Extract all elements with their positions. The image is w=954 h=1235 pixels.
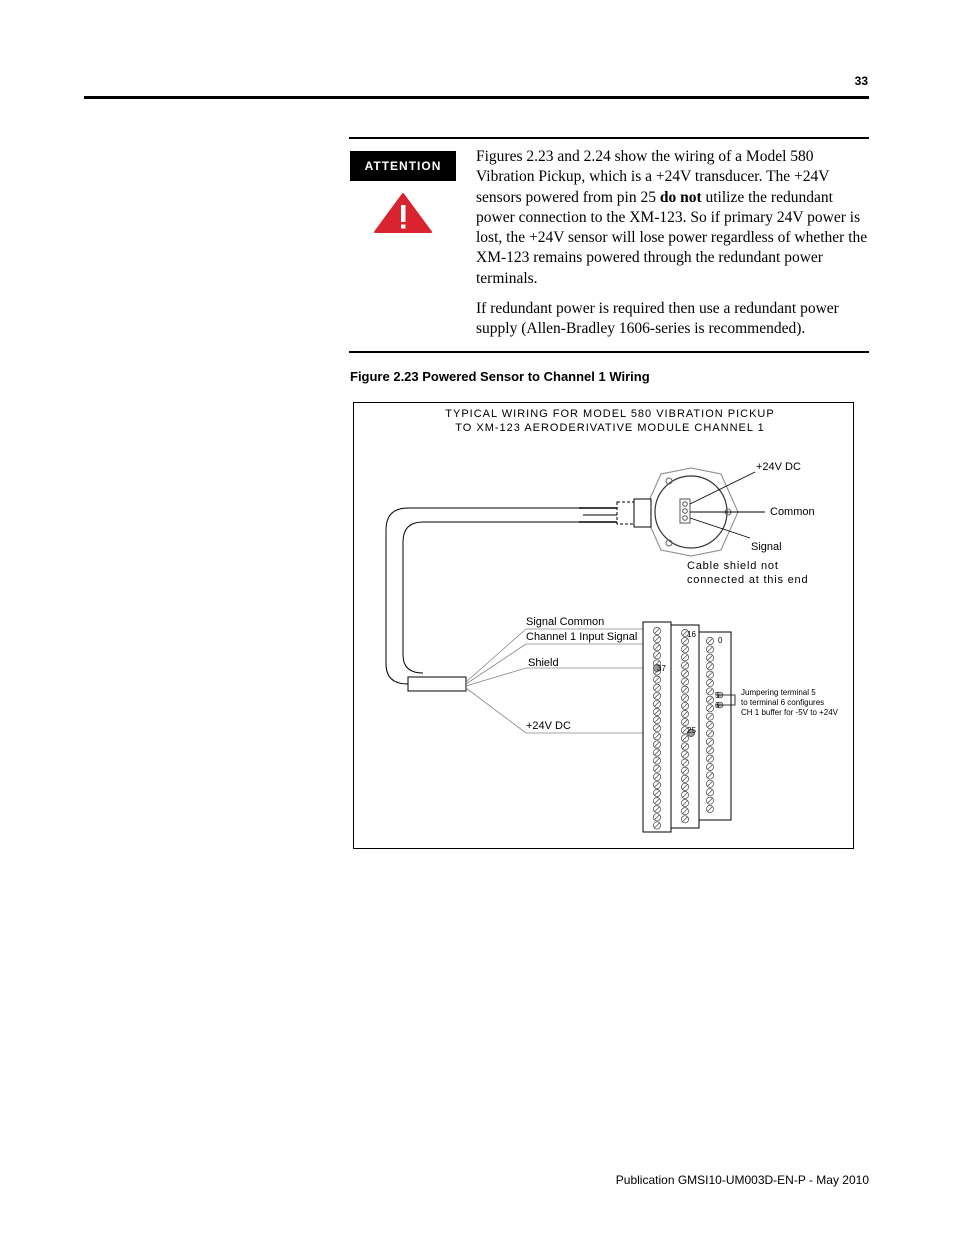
terminal-screw [681, 808, 688, 815]
figure-caption: Figure 2.23 Powered Sensor to Channel 1 Wiring [350, 369, 650, 384]
do-not-emphasis: do not [659, 188, 702, 206]
terminal-screw [681, 767, 688, 774]
attention-top-rule [349, 137, 869, 139]
terminal-screw [653, 708, 660, 715]
wire-label-channel1-input: Channel 1 Input Signal [526, 631, 638, 643]
diagram-title-line-2: TO XM-123 AERODERIVATIVE MODULE CHANNEL 1 [455, 422, 765, 434]
terminal-screw [653, 644, 660, 651]
terminal-number-37: 37 [657, 664, 666, 673]
terminal-screw [706, 797, 713, 804]
terminal-screw [653, 781, 660, 788]
terminal-screw [653, 822, 660, 829]
terminal-screw [681, 719, 688, 726]
terminal-screw [706, 696, 713, 703]
terminal-screw [653, 789, 660, 796]
terminal-number-16: 16 [687, 630, 696, 639]
header-rule [84, 96, 869, 99]
cable-connector-outline [617, 502, 634, 524]
terminal-screw [706, 721, 713, 728]
terminal-screw [681, 783, 688, 790]
attention-badge: ATTENTION [350, 151, 456, 181]
terminal-screw [653, 684, 660, 691]
terminal-screw [653, 733, 660, 740]
terminal-screw [706, 713, 713, 720]
terminal-screw [706, 671, 713, 678]
terminal-screw [706, 679, 713, 686]
diagram-title-line-1: TYPICAL WIRING FOR MODEL 580 VIBRATION PICKUP [445, 408, 775, 420]
terminal-screw [706, 646, 713, 653]
terminal-screw [706, 730, 713, 737]
terminal-screw [706, 772, 713, 779]
terminal-number-5: 5 [715, 691, 720, 700]
terminal-screw [653, 773, 660, 780]
terminal-screw [706, 738, 713, 745]
wire-label-signal-common: Signal Common [526, 616, 605, 628]
shield-note-line-1: Cable shield not [687, 560, 779, 572]
terminal-screw [681, 710, 688, 717]
attention-bottom-rule [349, 351, 869, 353]
attention-paragraph-1: Figures 2.23 and 2.24 show the wiring of a Model 580 Vibration Pickup, which is a +24V transducer. The +24V sensors powered from pin 25 do not utilize the redundant power connection to the XM-123. So if primary 24V power is lost, the +24V sensor will lose power regardless of whether the XM-123 remains powered through the redundant power terminals. [476, 148, 868, 287]
wiring-diagram [353, 402, 854, 849]
terminal-screw [706, 763, 713, 770]
terminal-number-0: 0 [718, 636, 723, 645]
terminal-screw [706, 688, 713, 695]
terminal-screw [653, 798, 660, 805]
wire-label-shield: Shield [528, 657, 559, 669]
terminal-screw [653, 636, 660, 643]
terminal-screw [681, 743, 688, 750]
terminal-screw [653, 814, 660, 821]
terminal-screw [681, 735, 688, 742]
attention-text [476, 147, 872, 350]
terminal-screw [681, 800, 688, 807]
terminal-screw [653, 725, 660, 732]
terminal-screw [653, 765, 660, 772]
terminal-screw [681, 816, 688, 823]
terminal-screw [653, 741, 660, 748]
terminal-screw [653, 757, 660, 764]
terminal-screw [653, 717, 660, 724]
terminal-screw [653, 749, 660, 756]
terminal-screw [681, 694, 688, 701]
terminal-screw [681, 654, 688, 661]
sensor-common-label: Common [770, 506, 815, 518]
shield-note-line-2: connected at this end [687, 574, 809, 586]
terminal-screw [653, 676, 660, 683]
terminal-number-6: 6 [715, 701, 720, 710]
terminal-screw [706, 805, 713, 812]
terminal-screw [653, 652, 660, 659]
warning-triangle-icon [373, 192, 433, 234]
sensor-signal-label: Signal [751, 541, 782, 553]
terminal-screw [706, 789, 713, 796]
page-number: 33 [854, 74, 868, 88]
terminal-screw [653, 700, 660, 707]
terminal-screw [681, 686, 688, 693]
terminal-screw [681, 678, 688, 685]
terminal-screw [706, 747, 713, 754]
terminal-screw [681, 646, 688, 653]
jumper-note-line-1: Jumpering terminal 5 [741, 688, 816, 697]
jumper-note-line-3: CH 1 buffer for -5V to +24V [741, 708, 839, 717]
terminal-screw [706, 780, 713, 787]
wire-label-plus24: +24V DC [526, 720, 571, 732]
terminal-screw [706, 663, 713, 670]
terminal-screw [681, 662, 688, 669]
terminal-number-25: 25 [687, 726, 696, 735]
terminal-screw [706, 755, 713, 762]
terminal-strip-left [643, 622, 671, 832]
terminal-screw [706, 654, 713, 661]
terminal-screw [706, 637, 713, 644]
terminal-screw [681, 702, 688, 709]
terminal-screw [681, 751, 688, 758]
terminal-screw [681, 670, 688, 677]
terminal-screw [653, 692, 660, 699]
terminal-screw [681, 775, 688, 782]
terminal-screw [681, 759, 688, 766]
terminal-screw [681, 791, 688, 798]
sensor-plus24-label: +24V DC [756, 461, 801, 473]
terminal-screw [706, 705, 713, 712]
terminal-strip-right [699, 632, 731, 820]
terminal-screw [653, 806, 660, 813]
jumper-note-line-2: to terminal 6 configures [741, 698, 825, 707]
attention-paragraph-2: If redundant power is required then use a redundant power supply (Allen-Bradley 1606-series is recommended). [476, 300, 839, 338]
terminal-screw [653, 627, 660, 634]
sensor-cable [386, 508, 617, 691]
publication-footer: Publication GMSI10-UM003D-EN-P - May 2010 [615, 1173, 869, 1187]
